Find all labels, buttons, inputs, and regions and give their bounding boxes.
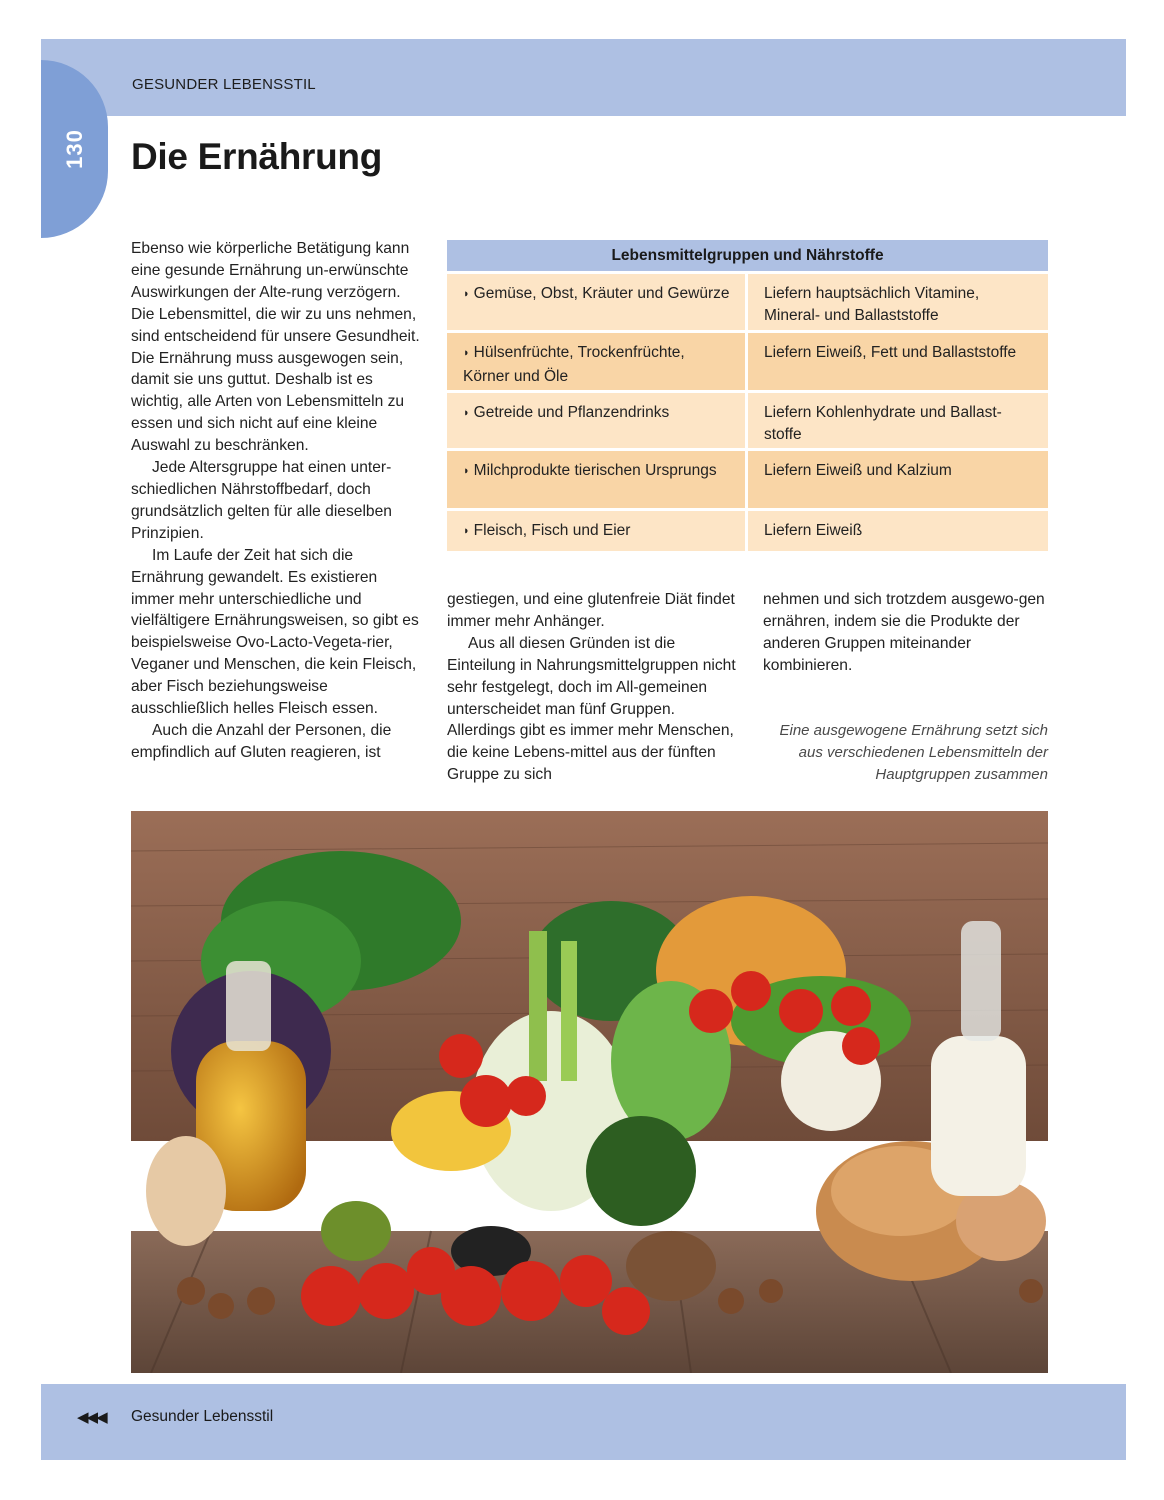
- bullet-icon: ◗: [463, 288, 470, 300]
- text-column-3: [763, 589, 1048, 677]
- paragraph: Auch die Anzahl der Personen, die empfindlich auf Gluten reagieren, ist: [131, 721, 392, 761]
- text-column-2: [447, 589, 737, 786]
- bullet-icon: ◗: [463, 465, 470, 477]
- back-arrows-icon[interactable]: ◀◀◀: [77, 1409, 106, 1426]
- table-row: [447, 330, 1048, 390]
- food-group-label: Milchprodukte tierischen Ursprungs: [473, 462, 717, 479]
- nutrients-cell: Liefern Eiweiß, Fett und Ballaststoffe: [748, 330, 1048, 390]
- table-row: [447, 390, 1048, 448]
- nutrients-cell: Liefern Eiweiß und Kalzium: [748, 448, 1048, 508]
- food-group-label: Gemüse, Obst, Kräuter und Gewürze: [473, 285, 730, 302]
- paragraph: Jede Altersgruppe hat einen unter-schiedlichen Nährstoffbedarf, doch grundsätzlich gelten für alle dieselben Prinzipien.: [131, 459, 392, 542]
- food-illustration: [131, 811, 1048, 1373]
- table-row: [447, 271, 1048, 330]
- section-label: GESUNDER LEBENSSTIL: [132, 76, 316, 93]
- table-title: Lebensmittelgruppen und Nährstoffe: [447, 240, 1048, 271]
- nutrients-cell: Liefern hauptsächlich Vitamine, Mineral- und Ballaststoffe: [748, 271, 1048, 330]
- food-group-cell: [447, 271, 748, 330]
- paragraph: Im Laufe der Zeit hat sich die Ernährung gewandelt. Es existieren immer mehr unterschiedliche und vielfältigere Ernährungsweisen, so gibt es beispielsweise Ovo-Lacto-Vegeta-rier, Veganer und Menschen, die kein Fleisch, aber Fisch beziehungsweise ausschließlich helles Fleisch essen.: [131, 546, 419, 718]
- paragraph: nehmen und sich trotzdem ausgewo-gen ernähren, indem sie die Produkte der anderen Gruppen miteinander kombinieren.: [763, 591, 1045, 674]
- paragraph: gestiegen, und eine glutenfreie Diät findet immer mehr Anhänger.: [447, 591, 735, 630]
- nutrients-cell: Liefern Eiweiß: [748, 508, 1048, 551]
- food-group-label: Getreide und Pflanzendrinks: [473, 404, 670, 421]
- footer-section-label: Gesunder Lebensstil: [131, 1408, 274, 1425]
- food-group-cell: [447, 330, 748, 390]
- food-photo: [131, 811, 1048, 1373]
- table-row: [447, 448, 1048, 508]
- bullet-icon: ◗: [463, 347, 470, 359]
- paragraph: Ebenso wie körperliche Betätigung kann eine gesunde Ernährung un-erwünschte Auswirkungen der Alte-rung verzögern. Die Lebensmittel, die wir zu uns nehmen, sind entscheidend für unsere Gesundheit. Die Ernährung muss ausgewogen sein, damit sie uns guttut. Deshalb ist es wichtig, alle Arten von Lebensmitteln zu essen und sich nicht auf eine kleine Auswahl zu beschränken.: [131, 240, 420, 455]
- food-group-cell: [447, 390, 748, 448]
- paragraph: Aus all diesen Gründen ist die Einteilung in Nahrungsmittelgruppen nicht sehr festgelegt, doch im All-gemeinen unterscheidet man fünf Gruppen. Allerdings gibt es immer mehr Menschen, die keine Lebens-mittel aus der fünften Gruppe zu sich: [447, 634, 736, 784]
- food-group-label: Hülsenfrüchte, Trockenfrüchte, Körner und Öle: [463, 344, 685, 385]
- nutrients-cell: Liefern Kohlenhydrate und Ballast-stoffe: [748, 390, 1048, 448]
- page-number: 130: [62, 129, 87, 169]
- bullet-icon: ◗: [463, 525, 470, 537]
- nutrient-table: [447, 240, 1048, 551]
- text-column-1: [131, 238, 423, 764]
- page-title: Die Ernährung: [131, 136, 383, 177]
- food-group-cell: [447, 508, 748, 551]
- bullet-icon: ◗: [463, 407, 470, 419]
- table-row: [447, 508, 1048, 551]
- image-caption: Eine ausgewogene Ernährung setzt sich aus verschiedenen Lebensmitteln der Hauptgruppen zusammen: [779, 722, 1048, 783]
- food-group-cell: [447, 448, 748, 508]
- food-group-label: Fleisch, Fisch und Eier: [473, 522, 631, 539]
